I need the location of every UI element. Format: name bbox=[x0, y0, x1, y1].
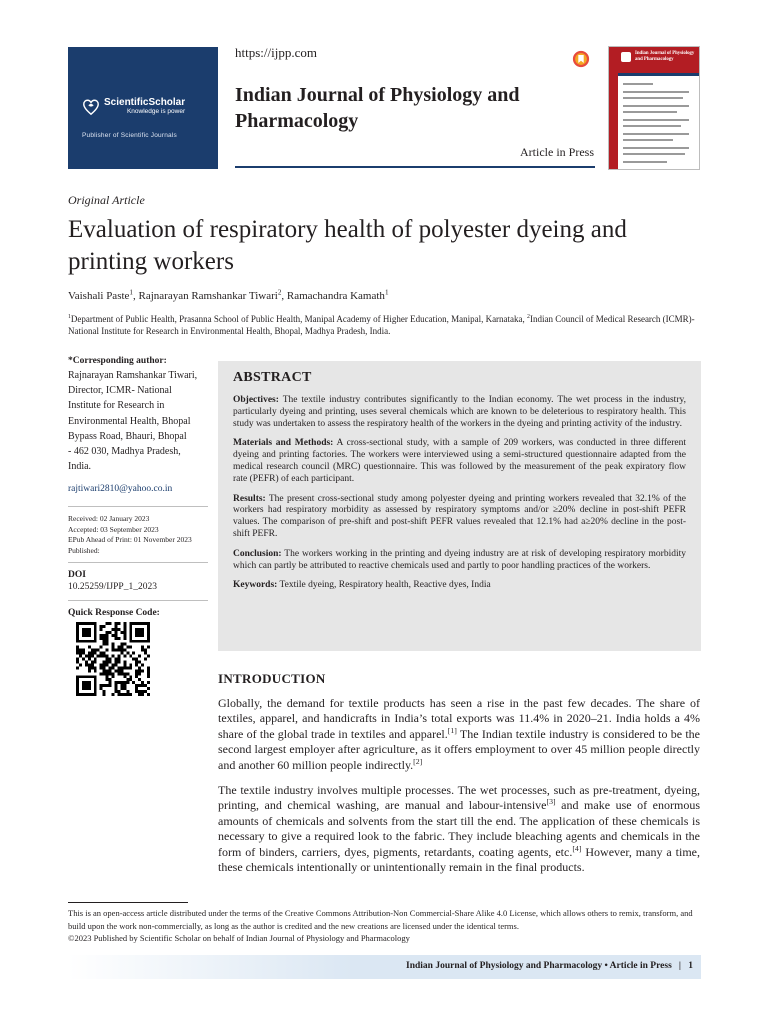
citation-link[interactable]: [3] bbox=[546, 797, 556, 807]
paragraph-text: and make use of enormous amounts of chemicals and solvents from the start till the end. The application of these chemicals is necessary to give a required look to the fabric. They include bleaching agents and chemicals in the form of binders, carriers, dyes, pigments, retardants, coating agents, etc. bbox=[218, 798, 700, 859]
cover-text-line bbox=[623, 119, 689, 121]
header-divider bbox=[235, 166, 595, 168]
qr-code-label: Quick Response Code: bbox=[68, 608, 160, 619]
conclusion-label: Conclusion: bbox=[233, 548, 282, 559]
citation-link[interactable]: [1] bbox=[447, 725, 457, 735]
corresponding-author-address bbox=[68, 368, 208, 474]
received-date: Received: 02 January 2023 bbox=[68, 514, 150, 524]
cover-text-line bbox=[623, 111, 677, 113]
results-text: The present cross-sectional study among polyester dyeing and printing workers revealed that 32.1% of the workers had respiratory morbidity as assessed by respiratory symptoms and/or ≥20% decline in post-shift PEFR values. The comparison of pre-shift and post-shift PEFR values revealed that 12.1% had a≥20% decline in the post-shift PEFR. bbox=[233, 493, 686, 539]
journal-title: Indian Journal of Physiology and Pharmacology bbox=[235, 84, 520, 132]
paragraph-text: However, many a time, these chemicals intentionally or unintentionally remain in the final products. bbox=[218, 844, 700, 875]
methods-label: Materials and Methods: bbox=[233, 438, 334, 449]
citation-link[interactable]: [2] bbox=[413, 756, 423, 766]
address-line: Environmental Health, Bhopal bbox=[68, 415, 191, 427]
abstract-methods bbox=[233, 438, 686, 485]
cover-text-line bbox=[623, 153, 685, 155]
publisher-name: ScientificScholar bbox=[104, 97, 186, 108]
objectives-text: The textile industry contributes significantly to the Indian economy. The wet process in the industry, particularly dyeing and printing, uses several chemicals which are known to be deleterious to respiratory health. This study was undertaken to assess the respiratory health of the workers in the dyeing and printing activity of the industry. bbox=[233, 395, 686, 429]
doi-label: DOI bbox=[68, 570, 86, 581]
introduction-heading: INTRODUCTION bbox=[218, 671, 326, 686]
cover-title: Indian Journal of Physiology and Pharmacology bbox=[635, 51, 695, 62]
author-name[interactable]: Ramachandra Kamath bbox=[286, 290, 385, 302]
page-number: 1 bbox=[688, 961, 693, 971]
cover-strip bbox=[618, 73, 700, 76]
running-footer-text bbox=[406, 961, 681, 971]
article-status: Article in Press bbox=[520, 145, 594, 159]
sidebar-divider bbox=[68, 600, 208, 601]
qr-code[interactable] bbox=[76, 622, 150, 696]
address-line: Rajnarayan Ramshankar Tiwari, bbox=[68, 370, 198, 381]
author-affiliation-sup: 1 bbox=[384, 288, 389, 297]
affiliations bbox=[68, 313, 698, 337]
affiliation-sup: 1 bbox=[68, 314, 71, 320]
introduction-paragraph-2 bbox=[218, 783, 700, 875]
keywords-text: Textile dyeing, Respiratory health, Reactive dyes, India bbox=[277, 580, 491, 591]
address-line: Director, ICMR- National bbox=[68, 385, 172, 397]
author-affiliation-sup: 2 bbox=[277, 288, 282, 297]
corresponding-author-label: *Corresponding author: bbox=[68, 356, 167, 366]
cover-text-line bbox=[623, 133, 689, 135]
abstract-heading: ABSTRACT bbox=[233, 370, 312, 385]
author-name[interactable]: Vaishali Paste bbox=[68, 290, 130, 302]
cover-text-line bbox=[623, 139, 673, 141]
conclusion-text: The workers working in the printing and dyeing industry are at risk of developing respiratory morbidity which can partly be attributed to reactive chemicals used and partly to poor handling practices of the workers. bbox=[233, 548, 686, 571]
author-name[interactable]: Rajnarayan Ramshankar Tiwari bbox=[138, 290, 278, 302]
methods-text: A cross-sectional study, with a sample of 209 workers, was conducted in three different dyeing and printing factories. The workers were interviewed using a semi-structured questionnaire adapted from the medical research council (MRC) questionnaire. This was followed by the measurement of the peak expiratory flow rate (PEFR) of each participant. bbox=[233, 438, 686, 484]
article-dates bbox=[68, 514, 208, 556]
results-label: Results: bbox=[233, 493, 266, 504]
journal-url-link[interactable]: https://ijpp.com bbox=[235, 45, 317, 60]
scientificscholar-logo-icon bbox=[82, 98, 100, 116]
keywords-label: Keywords: bbox=[233, 580, 278, 591]
abstract-results bbox=[233, 494, 686, 541]
cover-text-line bbox=[623, 97, 683, 99]
copyright-text: ©2023 Published by Scientific Scholar on behalf of Indian Journal of Physiology and Pharmacology bbox=[68, 933, 410, 944]
article-type: Original Article bbox=[68, 193, 145, 207]
license-notice bbox=[68, 907, 703, 945]
cover-text-line bbox=[623, 147, 689, 149]
journal-cover-thumbnail[interactable] bbox=[608, 46, 700, 170]
introduction-paragraph-1 bbox=[218, 696, 700, 773]
abstract-objectives bbox=[233, 395, 686, 430]
cover-text-line bbox=[623, 105, 689, 107]
running-footer bbox=[68, 955, 701, 979]
cover-text-line bbox=[623, 125, 681, 127]
affiliation-2: Indian Council of Medical Research (ICMR)-National Institute for Research in Environmental Health, Bhopal, Madhya Pradesh, India. bbox=[68, 314, 695, 336]
abstract-conclusion bbox=[233, 549, 686, 573]
epub-date: EPub Ahead of Print: 01 November 2023 bbox=[68, 535, 192, 545]
address-line: Bypass Road, Bhauri, Bhopal bbox=[68, 430, 187, 442]
paragraph-text: Globally, the demand for textile products has seen a rise in the past few decades. The share of textiles, apparel, and handicrafts in India’s total exports was 11.4% in 2020–21. India holds a 4% share of the global trade in textiles and apparel. bbox=[218, 696, 700, 741]
cover-text-line bbox=[623, 83, 653, 85]
paragraph-text: The textile industry involves multiple processes. The wet processes, such as pre-treatment, dyeing, printing, and chemical washing, are manual and labour-intensive bbox=[218, 783, 700, 813]
sidebar-divider bbox=[68, 562, 208, 563]
bookmark-icon[interactable] bbox=[572, 50, 590, 68]
license-text: This is an open-access article distributed under the terms of the Creative Commons Attribution-Non Commercial-Share Alike 4.0 License, which allows others to remix, transform, and build upon the work non-commercially, as long as the author is credited and the new creations are licensed under the identical terms. bbox=[68, 908, 693, 931]
footer-journal: Indian Journal of Physiology and Pharmacology • Article in Press bbox=[406, 961, 672, 971]
objectives-label: Objectives: bbox=[233, 395, 279, 405]
doi-link[interactable]: 10.25259/IJPP_1_2023 bbox=[68, 582, 157, 593]
cover-text-line bbox=[623, 161, 667, 163]
cover-spine bbox=[609, 47, 618, 170]
author-list: Vaishali Paste$^1$, Rajnarayan Ramshankar Tiwari$^2$, Ramachandra Kamath$^1$ bbox=[68, 288, 389, 302]
corresponding-email-link[interactable]: rajtiwari2810@yahoo.co.in bbox=[68, 484, 173, 495]
footer-separator: | bbox=[678, 961, 681, 971]
cover-text-line bbox=[623, 91, 689, 93]
address-line: - 462 030, Madhya Pradesh, bbox=[68, 446, 181, 458]
affiliation-1: Department of Public Health, Prasanna School of Public Health, Manipal Academy of Higher Education, Manipal, Karnataka, bbox=[70, 314, 528, 324]
accepted-date: Accepted: 03 September 2023 bbox=[68, 524, 159, 534]
publisher-tagline: Knowledge is power bbox=[126, 108, 186, 115]
cover-logo-icon bbox=[621, 52, 631, 62]
footnote-divider bbox=[68, 902, 188, 903]
address-line: India. bbox=[68, 461, 92, 473]
abstract-box bbox=[218, 361, 701, 651]
abstract-keywords bbox=[233, 580, 686, 592]
address-line: Institute for Research in bbox=[68, 400, 165, 412]
citation-link[interactable]: [4] bbox=[572, 843, 582, 853]
author-affiliation-sup: 1 bbox=[129, 288, 133, 297]
article-info-sidebar bbox=[68, 356, 208, 618]
publisher-subtitle: Publisher of Scientific Journals bbox=[82, 132, 177, 139]
paragraph-text: The Indian textile industry is considered to be the second largest employer after agriculture, as it offers employment to over 45 million people directly and another 60 million people indirectly. bbox=[218, 726, 700, 772]
published-date: Published: bbox=[68, 545, 100, 555]
article-title: Evaluation of respiratory health of polyester dyeing and printing workers bbox=[68, 216, 627, 275]
affiliation-sup: 2 bbox=[527, 314, 530, 320]
sidebar-divider bbox=[68, 506, 208, 507]
publisher-logo-block[interactable] bbox=[68, 47, 218, 169]
